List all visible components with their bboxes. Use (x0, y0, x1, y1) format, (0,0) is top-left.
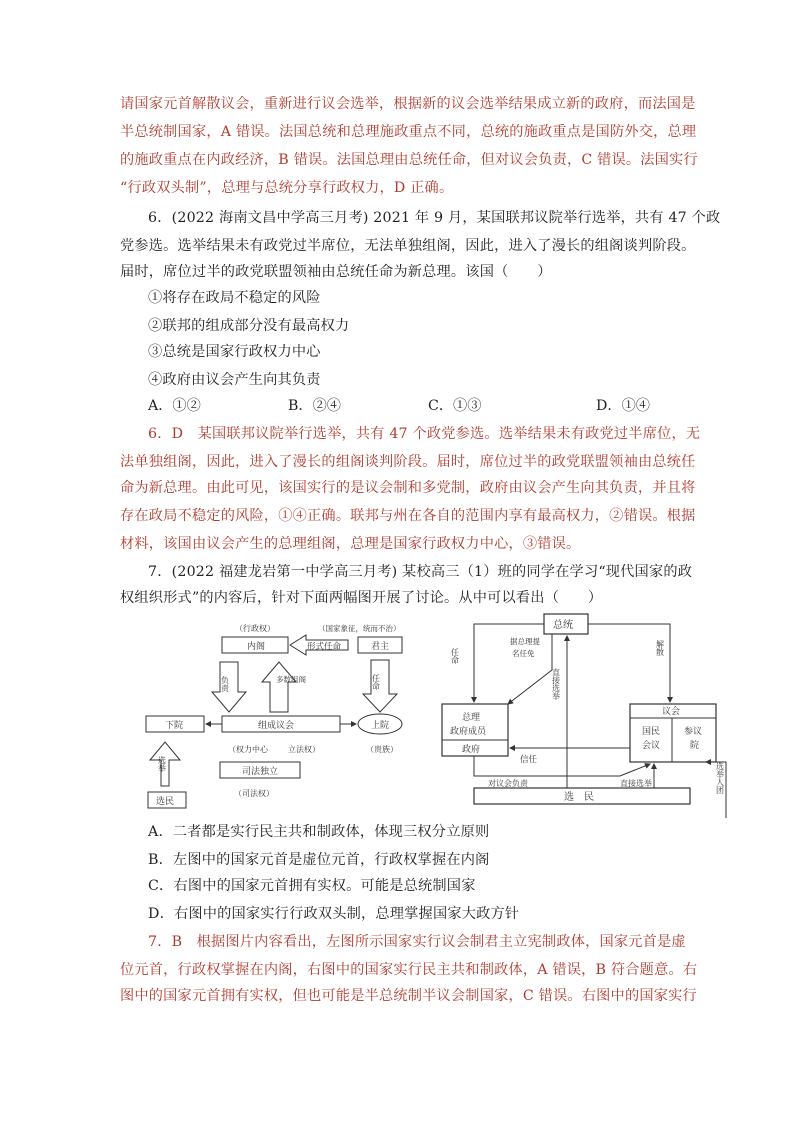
right-diagram-semi-presidential (440, 610, 740, 820)
cabinet-label: 内阁 (247, 642, 266, 652)
q6-item-3: ③总统是国家行政权力中心 (148, 344, 321, 360)
judicial-indep-label: 司法独立 (242, 767, 279, 777)
voters-label: 选民 (156, 797, 175, 807)
judicial-label: （司法权） (234, 789, 274, 798)
government-label: 政府 (462, 745, 481, 755)
national-assembly-label-2: 会议 (642, 741, 661, 751)
a6-line-1: 6．D 某国联邦议院举行选举，共有 47 个政党参选。选举结果未有政党过半席位，无 (148, 426, 701, 442)
monarch-note: （国家象征，统而不治） (318, 624, 401, 633)
appoint-label: 任命 (371, 674, 381, 690)
senate-label-2: 院 (690, 741, 700, 751)
nominate-label-1: 据总理提 (510, 637, 540, 646)
q7-stem-line-2: 权组织形式”的内容后，针对下面两幅图开展了讨论。从中可以看出（ ） (120, 590, 603, 606)
senate-label-1: 参议 (684, 727, 703, 737)
q6-stem-line-2: 党参选。选举结果未有政党过半席位，无法单独组阁，因此，进入了漫长的组阁谈判阶段。 (120, 238, 696, 254)
gov-members-label: 政府成员 (450, 727, 487, 737)
direct-elect-label: 直接选举 (551, 668, 561, 700)
q6-option-b: B．②④ (288, 398, 341, 414)
lower-house-label: 下院 (165, 721, 184, 731)
q7-option-b: B．左图中的国家元首是虚位元首，行政权掌握在内阁 (148, 852, 490, 868)
q6-stem-line-1: 6．(2022 海南文昌中学高三月考) 2021 年 9 月，某国联邦议院举行选举，共有 47 个政 (148, 210, 721, 226)
national-assembly-label-1: 国民 (642, 727, 661, 737)
trust-label: 信任 (520, 755, 538, 765)
exec-power-label: （行政权） (235, 624, 275, 633)
elect-label: 选举 (157, 756, 167, 772)
dissolve-label: 解散 (655, 640, 665, 656)
a6-line-4: 存在政局不稳定的风险，①④正确。联邦与州在各自的范围内享有最高权力，②错误。根据 (120, 508, 696, 524)
prev-answer-line-3: 的施政重点在内政经济，B 错误。法国总理由总统任命，但对议会负责，C 错误。法国实行 (120, 152, 698, 168)
right-voters-label: 选 民 (564, 792, 594, 803)
power-center-label: （权力中心 (228, 745, 268, 754)
a7-line-1: 7．B 根据图片内容看出，左图所示国家实行议会制君主立宪制政体，国家元首是虚 (148, 934, 686, 950)
parliament-label: 议会 (662, 707, 681, 717)
a6-line-5: 材料，该国由议会产生的总理组阁，总理是国家行政权力中心，③错误。 (120, 536, 581, 552)
a6-line-3: 命为新总理。由此可见，该国实行的是议会制和多党制，政府由议会产生向其负责，并且将 (120, 480, 696, 496)
monarch-label: 君主 (371, 642, 390, 652)
a7-line-2: 位元首，行政权掌握在内阁，右图中的国家实行民主共和制政体，A 错误，B 符合题意。右 (120, 962, 698, 978)
majority-label: 多数组阁 (276, 675, 306, 684)
right-appoint-label: 任命 (450, 648, 460, 664)
q6-option-d: D．①④ (596, 398, 650, 414)
formal-appoint-label: 形式任命 (307, 642, 342, 652)
responsible-label: 负责 (220, 676, 230, 692)
prev-answer-line-4: “行政双头制”，总理与总统分享行政权力，D 正确。 (120, 180, 454, 196)
nominate-label-2: 名任免 (512, 649, 535, 658)
upper-house-label: 上院 (371, 721, 390, 731)
form-parliament-label: 组成议会 (258, 721, 295, 731)
direct-elect2-label: 直接选举 (620, 779, 652, 788)
pm-label: 总理 (462, 713, 481, 723)
q6-stem-line-3: 届时，席位过半的政党联盟领袖由总统任命为新总理。该国（ ） (120, 264, 552, 280)
left-diagram-parliamentary-monarchy (140, 616, 440, 812)
q7-option-d: D．右图中的国家实行行政双头制，总理掌握国家大政方针 (148, 906, 520, 922)
q7-stem-line-1: 7．(2022 福建龙岩第一中学高三月考) 某校高三（1）班的同学在学习“现代国家的政 (148, 564, 693, 580)
resp-parliament-label: 对议会负责 (488, 779, 528, 788)
electoral-group-label: 选举人团 (715, 762, 725, 794)
a6-line-2: 法单独组阁，因此，进入了漫长的组阁谈判阶段。届时，席位过半的政党联盟领袖由总统任 (120, 454, 696, 470)
q6-option-c: C．①③ (428, 398, 482, 414)
q6-item-1: ①将存在政局不稳定的风险 (148, 290, 321, 306)
majority-arrow (262, 662, 296, 712)
president-label: 总统 (553, 620, 573, 631)
q6-item-2: ②联邦的组成部分没有最高权力 (148, 318, 350, 334)
a7-line-3: 图中的国家元首拥有实权，但也可能是半总统制半议会制国家，C 错误。右图中的国家实行 (120, 988, 697, 1004)
q6-option-a: A．①② (148, 398, 201, 414)
q7-option-c: C．右图中的国家元首拥有实权。可能是总统制国家 (148, 878, 476, 894)
legislative-label: 立法权） (288, 745, 320, 754)
prev-answer-line-2: 半总统制国家，A 错误。法国总统和总理施政重点不同，总统的施政重点是国防外交，总理 (120, 124, 697, 140)
nobles-label: （贵族） (366, 745, 398, 754)
q6-item-4: ④政府由议会产生向其负责 (148, 372, 321, 388)
q7-option-a: A．二者都是实行民主共和制政体，体现三权分立原则 (148, 824, 490, 840)
prev-answer-line-1: 请国家元首解散议会，重新进行议会选举，根据新的议会选举结果成立新的政府，而法国是 (120, 96, 696, 112)
